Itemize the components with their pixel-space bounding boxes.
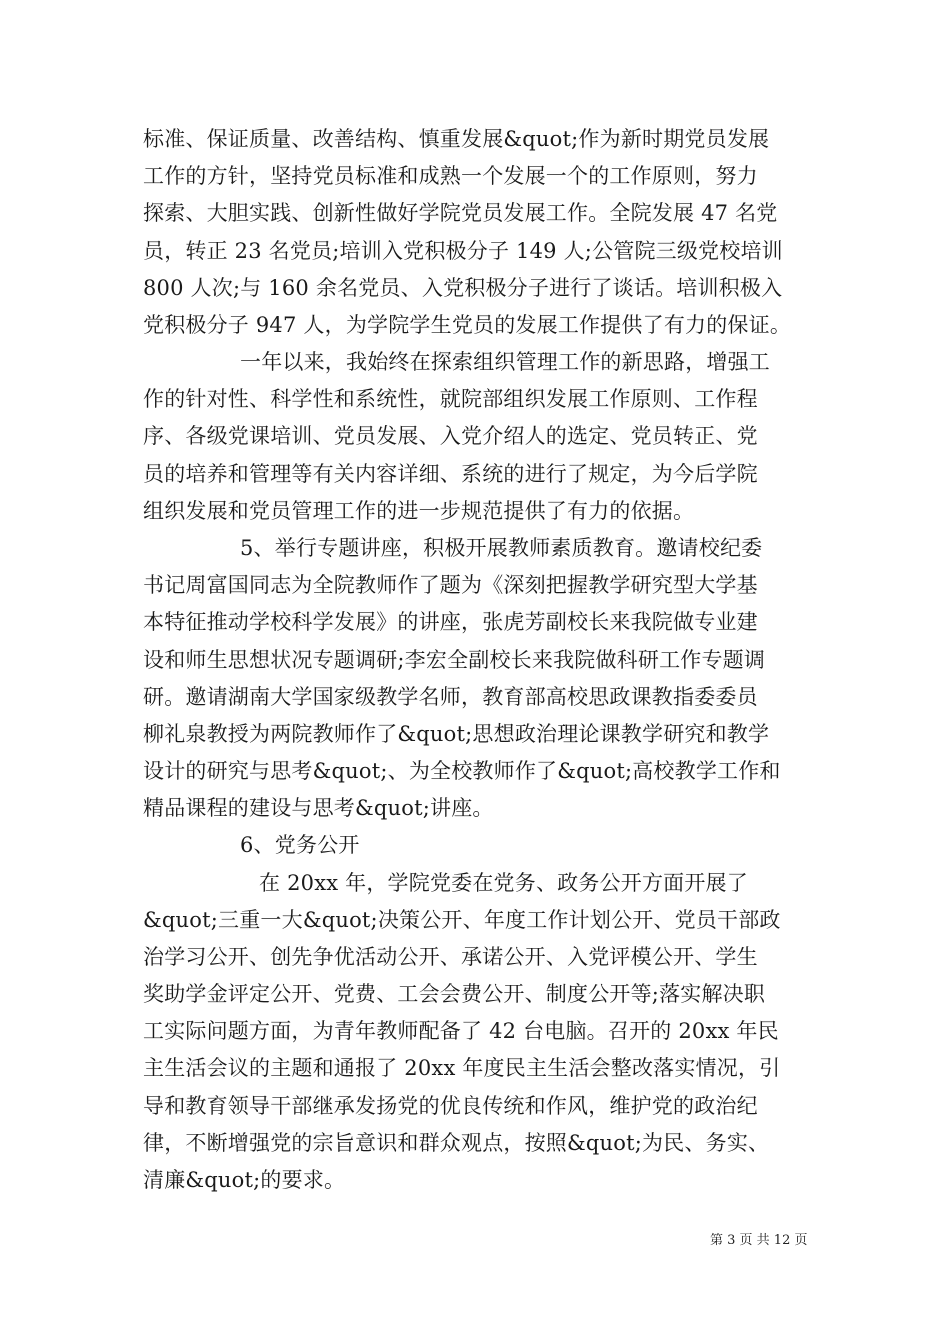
text-line: 律，不断增强党的宗旨意识和群众观点，按照&quot;为民、务实、 xyxy=(143,1130,770,1155)
paragraph-start-line: 一年以来，我始终在探索组织管理工作的新思路，增强工 xyxy=(240,350,770,375)
text-line: 作的针对性、科学性和系统性，就院部组织发展工作原则、工作程 xyxy=(143,387,758,412)
text-line: 设计的研究与思考&quot;、为全校教师作了&quot;高校教学工作和 xyxy=(143,759,781,784)
text-line: 研。邀请湖南大学国家级教学名师，教育部高校思政课教指委委员 xyxy=(143,684,758,709)
section-heading: 6、党务公开 xyxy=(240,833,360,858)
text-line: 探索、大胆实践、创新性做好学院党员发展工作。全院发展 47 名党 xyxy=(143,201,778,226)
text-line: 员的培养和管理等有关内容详细、系统的进行了规定，为今后学院 xyxy=(143,461,758,486)
text-line: 奖助学金评定公开、党费、工会会费公开、制度公开等;落实解决职 xyxy=(143,982,766,1007)
text-line: 序、各级党课培训、党员发展、入党介绍人的选定、党员转正、党 xyxy=(143,424,758,449)
text-line: 柳礼泉教授为两院教师作了&quot;思想政治理论课教学研究和教学 xyxy=(143,721,770,746)
text-line: 书记周富国同志为全院教师作了题为《深刻把握教学研究型大学基 xyxy=(143,573,758,598)
text-line: 标准、保证质量、改善结构、慎重发展&quot;作为新时期党员发展 xyxy=(143,127,770,151)
text-line: 工作的方针，坚持党员标准和成熟一个发展一个的工作原则，努力 xyxy=(143,164,758,189)
text-line: 员，转正 23 名党员;培训入党积极分子 149 人;公管院三级党校培训 xyxy=(143,238,783,263)
text-line: 本特征推动学校科学发展》的讲座，张虎芳副校长来我院做专业建 xyxy=(143,610,758,635)
text-line: 治学习公开、创先争优活动公开、承诺公开、入党评模公开、学生 xyxy=(143,944,758,969)
text-line: 党积极分子 947 人，为学院学生党员的发展工作提供了有力的保证。 xyxy=(143,312,792,337)
paragraph-start-line: 5、举行专题讲座，积极开展教师素质教育。邀请校纪委 xyxy=(240,535,763,560)
page-number-footer: 第 3 页 共 12 页 xyxy=(710,1233,808,1248)
text-line: 精品课程的建设与思考&quot;讲座。 xyxy=(143,796,494,821)
text-line: &quot;三重一大&quot;决策公开、年度工作计划公开、党员干部政 xyxy=(143,907,781,932)
text-line: 800 人次;与 160 余名党员、入党积极分子进行了谈话。培训积极入 xyxy=(143,275,783,300)
text-line: 设和师生思想状况专题调研;李宏全副校长来我院做科研工作专题调 xyxy=(143,647,766,672)
paragraph-start-line: 在 20xx 年，学院党委在党务、政务公开方面开展了 xyxy=(259,870,748,895)
text-line: 组织发展和党员管理工作的进一步规范提供了有力的依据。 xyxy=(143,498,695,523)
text-line: 导和教育领导干部继承发扬党的优良传统和作风，维护党的政治纪 xyxy=(143,1093,758,1118)
text-line: 清廉&quot;的要求。 xyxy=(143,1168,346,1192)
text-line: 工实际问题方面，为青年教师配备了 42 台电脑。召开的 20xx 年民 xyxy=(143,1019,779,1044)
text-line: 主生活会议的主题和通报了 20xx 年度民主生活会整改落实情况，引 xyxy=(143,1056,781,1081)
